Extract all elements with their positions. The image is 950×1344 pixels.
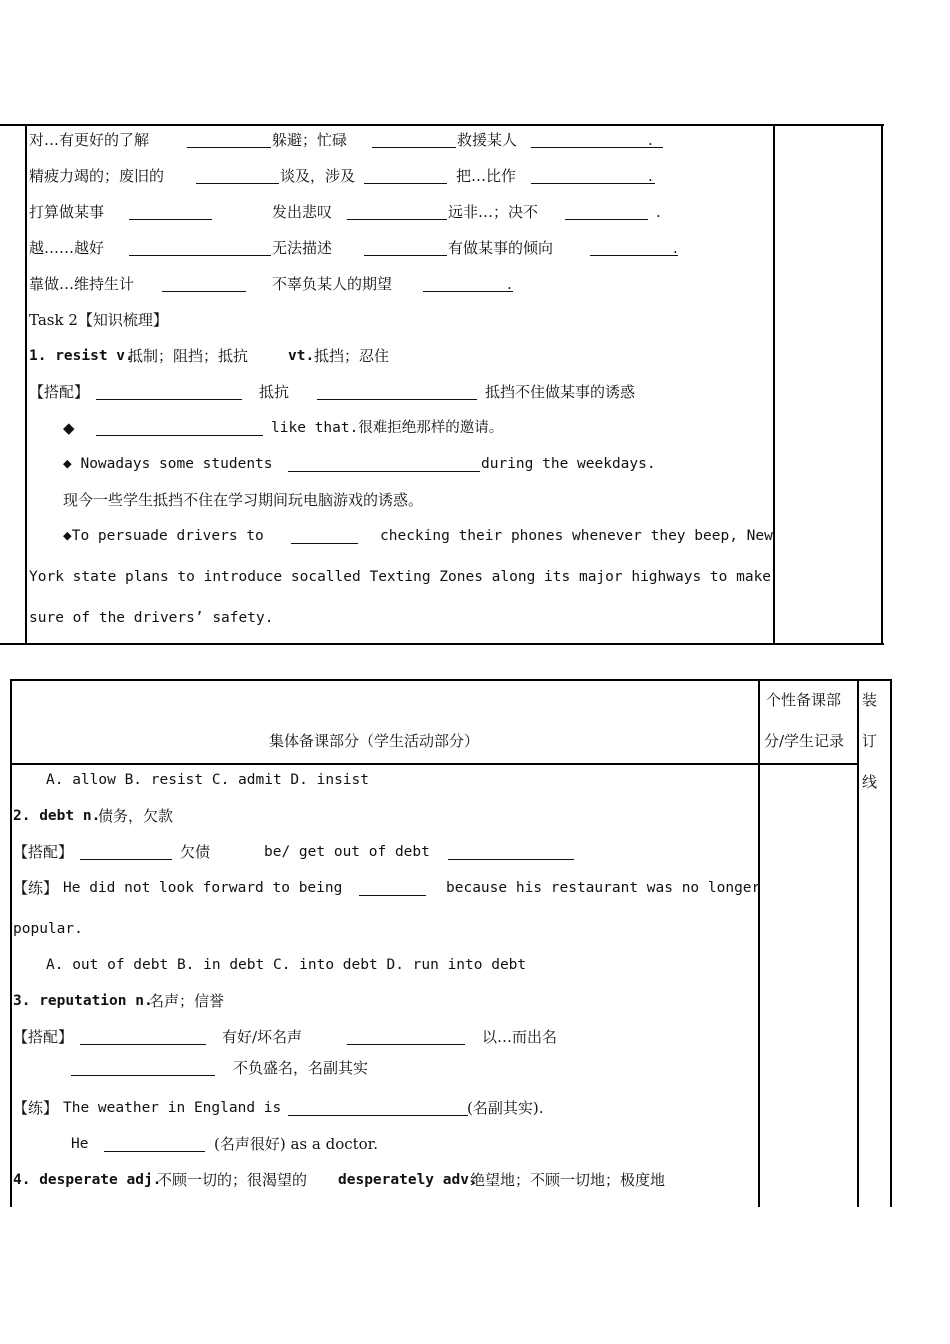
answer-blank[interactable]: [565, 205, 648, 220]
answer-blank[interactable]: [288, 1101, 468, 1116]
vocab-cn: 靠做…维持生计: [29, 275, 135, 293]
answer-blank[interactable]: [347, 1030, 465, 1045]
item3-meaning: 名声；信誉: [149, 992, 225, 1010]
example-translation: 现今一些学生抵挡不住在学习期间玩电脑游戏的诱惑。: [63, 491, 424, 509]
answer-blank[interactable]: [196, 169, 279, 184]
item2-word: 2. debt n.: [13, 808, 101, 824]
example-text: checking their phones whenever they beep, New: [380, 528, 773, 544]
vocab-cn: 躲避；忙碌: [272, 131, 348, 149]
example-text: ◆To persuade drivers to: [63, 528, 264, 544]
item1-vt: vt.: [288, 348, 315, 364]
item1-word: 1. resist v.: [29, 348, 134, 364]
period: .: [673, 239, 678, 257]
answer-blank[interactable]: [162, 277, 246, 292]
binding-char: 装: [862, 691, 878, 709]
vocab-cn: 无法描述: [272, 239, 333, 257]
item4-word: 4. desperate adj.: [13, 1172, 162, 1188]
item4-adverb-meaning: 绝望地；不顾一切地；极度地: [470, 1171, 666, 1189]
table2-side-header: 分/学生记录: [764, 732, 845, 750]
answer-blank[interactable]: [80, 1030, 206, 1045]
vocab-cn: 远非…；决不: [448, 203, 539, 221]
item2-meaning: 债务，欠款: [98, 807, 174, 825]
vocab-cn: 打算做某事: [29, 203, 105, 221]
table2-col-divider: [758, 679, 760, 1207]
answer-blank[interactable]: [80, 845, 172, 860]
table1-bottom-border: [0, 643, 884, 645]
table2-header-title: 集体备课部分（学生活动部分）: [269, 732, 480, 750]
collocation-meaning: 不负盛名，名副其实: [233, 1059, 369, 1077]
practice-label: 【练】: [13, 1099, 59, 1117]
table2-side-header: 个性备课部: [766, 691, 842, 709]
table2-right-border: [890, 679, 892, 1207]
answer-blank[interactable]: [104, 1137, 205, 1152]
item1-meaning: 抵制；阻挡；抵抗: [128, 347, 249, 365]
collocation-meaning: 有好/坏名声: [222, 1028, 303, 1046]
answer-blank[interactable]: [187, 133, 271, 148]
period: .: [507, 275, 512, 293]
collocation-label: 【搭配】: [29, 383, 90, 401]
practice-text: because his restaurant was no longer: [446, 880, 761, 896]
table1-left-border: [25, 124, 27, 645]
collocation-meaning: 抵挡不住做某事的诱惑: [485, 383, 636, 401]
practice-text: (名副其实).: [467, 1099, 544, 1117]
answer-blank[interactable]: [129, 205, 212, 220]
practice-text: He did not look forward to being: [63, 880, 343, 896]
practice-text: (名声很好) as a doctor.: [214, 1135, 378, 1153]
item3-word: 3. reputation n.: [13, 993, 153, 1009]
answer-blank[interactable]: [291, 529, 358, 544]
practice-label: 【练】: [13, 879, 59, 897]
answer-blank[interactable]: [129, 241, 271, 256]
item1-meaning-vt: 抵挡；忍住: [314, 347, 390, 365]
vocab-cn: 谈及，涉及: [280, 167, 356, 185]
collocation-meaning: 以…而出名: [482, 1028, 558, 1046]
answer-blank[interactable]: [359, 881, 426, 896]
practice-text: The weather in England is: [63, 1100, 282, 1116]
example-text: during the weekdays.: [481, 456, 656, 472]
answer-blank[interactable]: [372, 133, 456, 148]
answer-blank[interactable]: [531, 169, 655, 184]
table1-top-border: [0, 124, 884, 126]
answer-blank[interactable]: [531, 133, 663, 148]
table2-header-divider: [10, 763, 859, 765]
answer-blank[interactable]: [71, 1061, 215, 1076]
example-text: ◆ Nowadays some students: [63, 456, 273, 472]
answer-blank[interactable]: [317, 385, 477, 400]
diamond-bullet-icon: ◆: [63, 419, 75, 437]
binding-char: 线: [862, 773, 878, 791]
answer-blank[interactable]: [347, 205, 447, 220]
example-text: sure of the drivers’ safety.: [29, 610, 274, 626]
answer-blank[interactable]: [288, 457, 480, 472]
practice-text: He: [71, 1136, 89, 1152]
table1-right-border: [881, 124, 883, 645]
vocab-cn: 救援某人: [457, 131, 518, 149]
binding-char: 订: [862, 732, 878, 750]
answer-blank[interactable]: [423, 277, 513, 292]
options-row: A. allow B. resist C. admit D. insist: [46, 772, 370, 788]
collocation-phrase: be/ get out of debt: [264, 844, 430, 860]
options-row: A. out of debt B. in debt C. into debt D. run into debt: [46, 957, 527, 973]
vocab-cn: 不辜负某人的期望: [272, 275, 393, 293]
answer-blank[interactable]: [364, 169, 447, 184]
example-text: like that.很难拒绝那样的邀请。: [271, 420, 504, 436]
period: .: [648, 131, 653, 149]
answer-blank[interactable]: [96, 421, 263, 436]
vocab-cn: 精疲力竭的；废旧的: [29, 167, 165, 185]
answer-blank[interactable]: [96, 385, 242, 400]
period: .: [648, 167, 653, 185]
vocab-cn: 把…比作: [456, 167, 517, 185]
task2-heading: Task 2【知识梳理】: [29, 311, 168, 329]
collocation-meaning: 抵抗: [259, 383, 290, 401]
example-text: York state plans to introduce socalled Texting Zones along its major highways to make: [29, 569, 772, 585]
answer-blank[interactable]: [364, 241, 447, 256]
vocab-cn: 有做某事的倾向: [448, 239, 554, 257]
collocation-label: 【搭配】: [13, 1028, 74, 1046]
table2-left-margin-line: [10, 763, 12, 1207]
item4-meaning: 不顾一切的；很渴望的: [157, 1171, 308, 1189]
period: .: [656, 203, 661, 221]
table2-side-divider: [857, 679, 859, 1207]
practice-text: popular.: [13, 921, 83, 937]
collocation-meaning: 欠债: [180, 843, 211, 861]
table2-left-border: [10, 679, 12, 765]
answer-blank[interactable]: [590, 241, 678, 256]
item4-adverb: desperately adv.: [338, 1172, 478, 1188]
table1-mid-border: [773, 124, 775, 645]
vocab-cn: 对…有更好的了解: [29, 131, 150, 149]
collocation-label: 【搭配】: [13, 843, 74, 861]
vocab-cn: 越……越好: [29, 239, 105, 257]
vocab-cn: 发出悲叹: [272, 203, 333, 221]
answer-blank[interactable]: [448, 845, 574, 860]
